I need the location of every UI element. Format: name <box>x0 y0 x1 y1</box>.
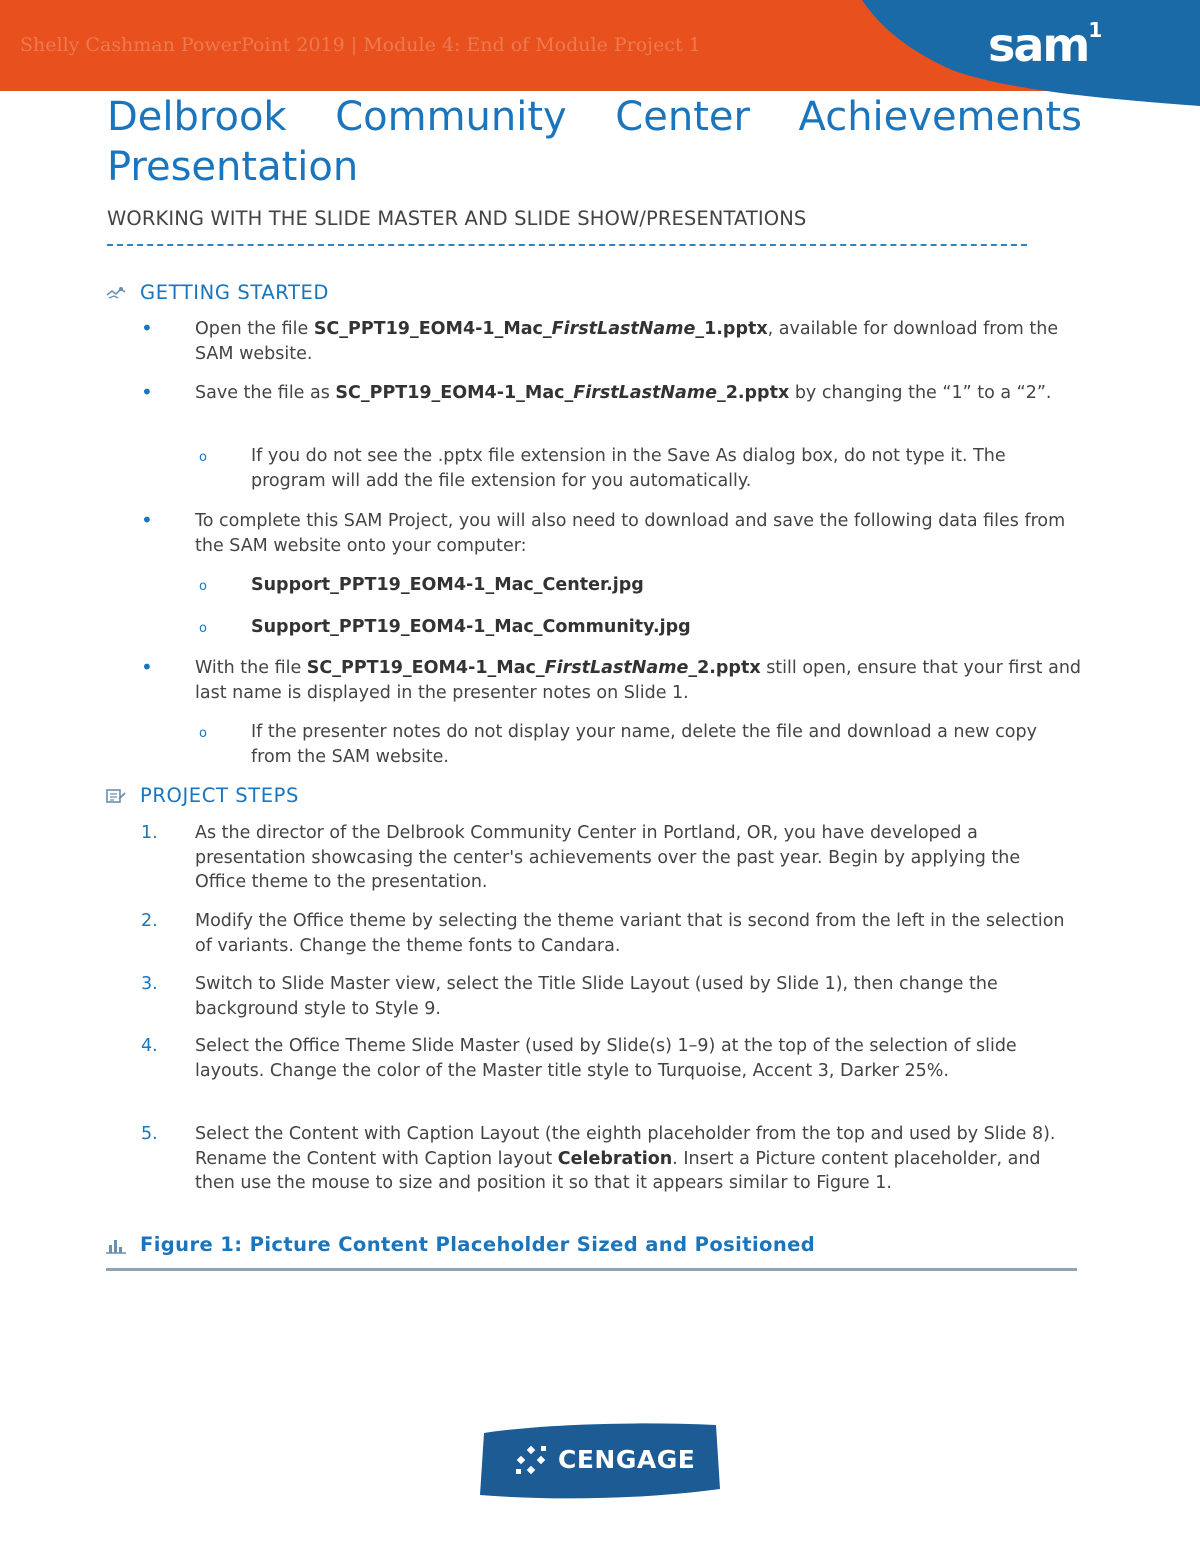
getting-started-heading <box>104 281 329 304</box>
bullet-marker: • <box>141 380 153 404</box>
step-number: 5. <box>141 1124 158 1144</box>
data-file-community: Support_PPT19_EOM4-1_Mac_Community.jpg <box>251 617 691 637</box>
step-text: Modify the Office theme by selecting the theme variant that is second from the left in the selection of variants. Change the theme fonts to Candara. <box>195 911 1065 956</box>
step-text: Select the Content with Caption Layout (the eighth placeholder from the top and used by Slide 8). Rename the Content with Caption layout Celebration. Insert a Picture content placeholder, and then use the mouse to size and position it so that it appears similar to Figure 1. <box>195 1124 1056 1193</box>
sub-bullet-marker: o <box>199 450 207 465</box>
list-item: Save the file as SC_PPT19_EOM4-1_Mac_FirstLastName_2.pptx by changing the “1” to a “2”. <box>195 383 1052 403</box>
data-file-center: Support_PPT19_EOM4-1_Mac_Center.jpg <box>251 575 644 595</box>
bullet-marker: • <box>141 508 153 532</box>
sub-bullet-marker: o <box>199 621 207 636</box>
bullet-marker: • <box>141 655 153 679</box>
project-steps-label: PROJECT STEPS <box>140 784 300 807</box>
sub-bullet-marker: o <box>199 579 207 594</box>
bullet-marker: • <box>141 316 153 340</box>
getting-started-icon <box>104 283 128 303</box>
list-item: To complete this SAM Project, you will also need to download and save the following data files from the SAM website onto your computer: <box>195 511 1066 556</box>
list-item: Open the file SC_PPT19_EOM4-1_Mac_FirstLastName_1.pptx, available for download from the SAM website. <box>195 319 1059 364</box>
step-number: 2. <box>141 911 158 931</box>
figure-divider <box>106 1268 1077 1271</box>
step-text: As the director of the Delbrook Community Center in Portland, OR, you have developed a presentation showcasing the center's achievements over the past year. Begin by applying the Office theme to the presentation. <box>195 823 1021 892</box>
course-header: Shelly Cashman PowerPoint 2019 | Module 4: End of Module Project 1 <box>20 34 701 56</box>
figure-caption <box>104 1233 815 1256</box>
sam-logo: sam$^1$ <box>988 18 1101 72</box>
chart-icon <box>104 1235 128 1255</box>
project-steps-icon <box>104 786 128 806</box>
step-number: 4. <box>141 1036 158 1056</box>
document-title: Delbrook Community Center Achievements Presentation <box>107 94 1082 190</box>
step-text: Switch to Slide Master view, select the Title Slide Layout (used by Slide 1), then change the background style to Style 9. <box>195 974 998 1019</box>
list-item: If the presenter notes do not display your name, delete the file and download a new copy from the SAM website. <box>251 722 1037 767</box>
step-text: Select the Office Theme Slide Master (used by Slide(s) 1–9) at the top of the selection of slide layouts. Change the color of the Master title style to Turquoise, Accent 3, Darker 25%. <box>195 1036 1017 1081</box>
getting-started-label: GETTING STARTED <box>140 281 330 304</box>
project-steps-heading <box>104 784 299 807</box>
figure-caption-label: Figure 1: Picture Content Placeholder Sized and Positioned <box>140 1233 816 1256</box>
list-item: With the file SC_PPT19_EOM4-1_Mac_FirstLastName_2.pptx still open, ensure that your first and last name is displayed in the presenter notes on Slide 1. <box>195 658 1082 703</box>
document-subtitle: WORKING WITH THE SLIDE MASTER AND SLIDE SHOW/PRESENTATIONS <box>107 207 807 230</box>
cengage-logo: CENGAGE <box>558 1445 696 1474</box>
list-item: If you do not see the .pptx file extension in the Save As dialog box, do not type it. The program will add the file extension for you automatically. <box>251 446 1006 491</box>
sub-bullet-marker: o <box>199 726 207 741</box>
step-number: 3. <box>141 974 158 994</box>
step-number: 1. <box>141 823 158 843</box>
dashed-divider <box>107 244 1027 246</box>
